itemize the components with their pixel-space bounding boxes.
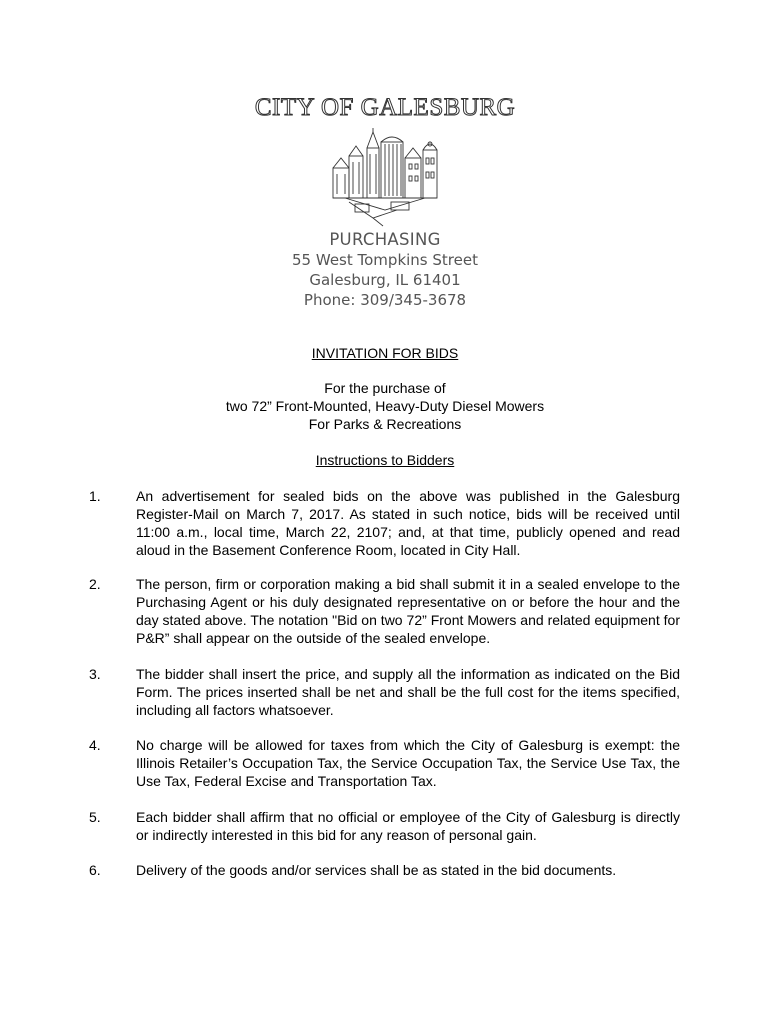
item-text: Delivery of the goods and/or services shall be as stated in the bid documents. <box>136 862 617 878</box>
city-title: CITY OF GALESBURG <box>254 94 516 121</box>
item-text: The person, firm or corporation making a bid shall submit it in a sealed envelope to the Purchasing Agent or his duly designated representative on or before the hour and the day stated above. The notation "Bid on two 72” Front Mowers and related equipment for P&R” shall appear on the outside of the sealed envelope. <box>136 576 680 646</box>
street-address: 55 West Tompkins Street <box>292 251 478 269</box>
item-number: 3. <box>89 666 101 682</box>
item-number: 6. <box>89 862 101 878</box>
city-state-zip: Galesburg, IL 61401 <box>309 271 461 289</box>
purchase-line: For the purchase of <box>324 380 446 396</box>
item-number: 5. <box>89 809 101 825</box>
phone-number: Phone: 309/345-3678 <box>303 291 467 309</box>
item-description-line: two 72” Front-Mounted, Heavy-Duty Diesel Mowers <box>225 398 545 414</box>
item-text: Each bidder shall affirm that no official or employee of the City of Galesburg is directly or indirectly interested in this bid for any reason of personal gain. <box>136 809 680 843</box>
instructions-heading-row <box>0 451 770 469</box>
item-text: The bidder shall insert the price, and supply all the information as indicated on the Bid Form. The prices inserted shall be net and shall be the full cost for the items specified, including all factors whatsoever. <box>136 666 680 718</box>
department-name: PURCHASING <box>329 230 441 249</box>
item-number: 1. <box>89 488 101 504</box>
item-number: 2. <box>89 576 101 592</box>
item-text: An advertisement for sealed bids on the above was published in the Galesburg Register-Mail on March 7, 2017. As stated in such notice, bids will be received until 11:00 a.m., local time, March 22, 2107; and, at that time, publicly opened and read aloud in the Basement Conference Room, located in City Hall. <box>136 488 680 558</box>
invitation-title: INVITATION FOR BIDS <box>311 345 459 361</box>
invitation-title-row <box>0 344 770 362</box>
city-buildings-logo <box>325 128 445 228</box>
item-text: No charge will be allowed for taxes from which the City of Galesburg is exempt: the Illinois Retailer’s Occupation Tax, the Service Occupation Tax, the Service Use Tax, the Use Tax, Federal Excise and Transportation Tax. <box>136 737 680 789</box>
instructions-heading: Instructions to Bidders <box>315 452 455 468</box>
item-number: 4. <box>89 737 101 753</box>
department-line: For Parks & Recreations <box>308 416 462 432</box>
